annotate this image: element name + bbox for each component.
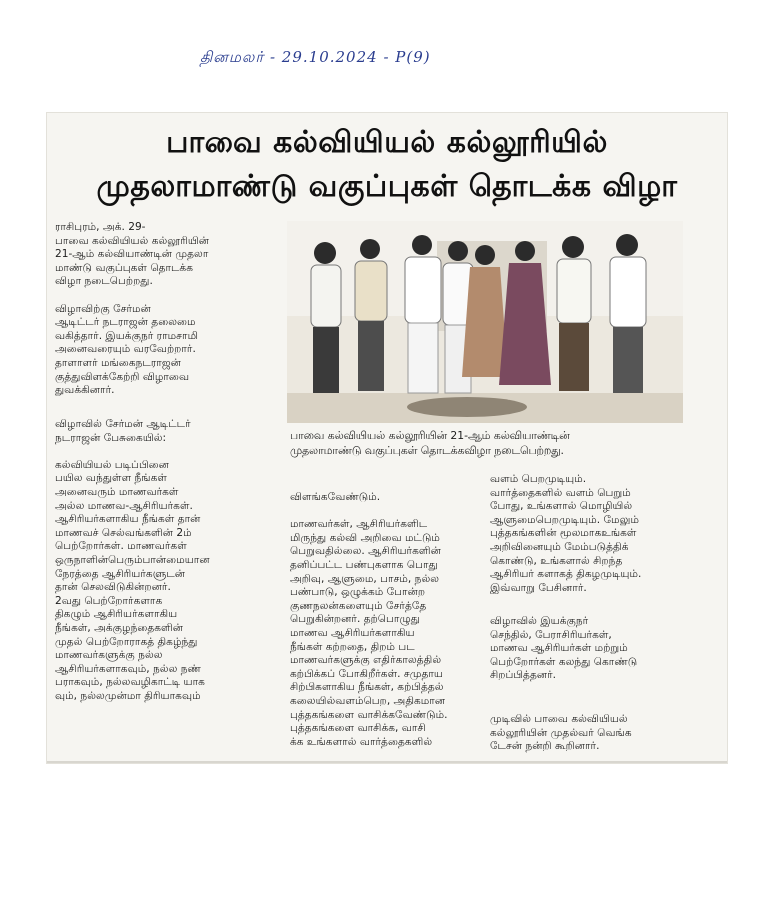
headline-line-1: பாவை கல்வியியல் கல்லூரியில் <box>166 125 608 160</box>
photo-caption: பாவை கல்வியியல் கல்லூரியின் 21-ஆம் கல்வியாண்டின் முதலாமாண்டு வகுப்புகள் தொடக்கவிழா நடைபெற்றது. <box>290 429 570 457</box>
newspaper-clipping <box>47 113 727 763</box>
article-column-3-part-2: விழாவில் இயக்குநர் செந்தில், பேராசிரியர்கள், மாணவ ஆசிரியர்கள் மற்றும் பெற்றோர்கள் கலந்து கொண்டு சிறப்பித்தனர். <box>490 615 638 682</box>
article-column-3-part-3: முடிவில் பாவை கல்வியியல் கல்லூரியின் முதல்வர் வெங்க டேசன் நன்றி கூறினார். <box>490 713 632 753</box>
group-photo-icon <box>287 221 683 423</box>
handwritten-date-note: தினமலர் - 29.10.2024 - P(9) <box>200 48 431 66</box>
group-photo <box>287 221 683 423</box>
headline-line-2: முதலாமாண்டு வகுப்புகள் தொடக்க விழா <box>96 169 678 204</box>
clipping-bottom-edge <box>47 761 727 763</box>
article-column-2: விளங்கவேண்டும். மாணவர்கள், ஆசிரியர்களிட மிருந்து கல்வி அறிவை மட்டும் பெறுவதில்லை. ஆசிரியர்களின் தனிப்பட்ட பண்புகளாக பொது அறிவு, ஆளுமை, பாசம், நல்ல பண்பாடு, ஒழுக்கம் போன்ற குணநலன்களையும் சேர்த்தே பெறுகின்றனர். தற்பொழுது மாணவ ஆசிரியர்களாகிய நீங்கள் கற்றதை, திறம் பட மாணவர்களுக்கு எதிர்காலத்தில் கற்பிக்கப் போகிறீர்கள். சமுதாய சிற்பிகளாகிய நீங்கள், கற்பித்தல் கலையில்வளம்பெற, அதிகமான புத்தகங்களை வாசிக்கவேண்டும். புத்தகங்களை வாசிக்க, வாசி க்க உங்களால் வார்த்தைகளில் <box>290 491 448 748</box>
article-column-1-part-1: ராசிபுரம், அக். 29- பாவை கல்வியியல் கல்லூரியின் 21-ஆம் கல்வியாண்டின் முதலா மாண்டு வகுப்புகள் தொடக்க விழா நடைபெற்றது. விழாவிற்கு சேர்மன் ஆடிட்டர் நடராஜன் தலைமை வகித்தார். இயக்குநர் ராமசாமி அனைவரையும் வரவேற்றார். தாளாளர் மங்கைநடராஜன் குத்துவிளக்கேற்றி விழாவை துவக்கினார். <box>55 221 209 397</box>
article-column-1-part-2: விழாவில் சேர்மன் ஆடிட்டர் நடராஜன் பேசுகையில்: கல்வியியல் படிப்பினை பயில வந்துள்ள நீங்கள் அனைவரும் மாணவர்கள் அல்ல மாணவ-ஆசிரியர்கள். ஆசிரியர்களாகிய நீங்கள் தான் மாணவச் செல்வங்களின் 2ம் பெற்றோர்கள். மாணவர்கள் ஒருநாளின்பெரும்பான்மையான நேரத்தை ஆசிரியர்களுடன் தான் செலவிடுகின்றனர். 2வது பெற்றோர்களாக திகழும் ஆசிரியர்களாகிய நீங்கள், அக்குழந்தைகளின் முதல் பெற்றோராகத் திகழ்ந்து மாணவர்களுக்கு நல்ல ஆசிரியர்களாகவும், நல்ல நண் பராகவும், நல்லவழிகாட்டி யாக வும், நல்லமுன்மா திரியாகவும் <box>55 418 210 702</box>
article-column-3-part-1: வளம் பெறமுடியும். வார்த்தைகளில் வளம் பெறும் போது, உங்களால் மொழியில் ஆளுமைபெறமுடியும். மேலும் புத்தகங்களின் மூலமாகஉங்கள் அறிவினையும் மேம்படுத்திக் கொண்டு, உங்களால் சிறந்த ஆசிரியர் களாகத் திகழமுடியும். இவ்வாறு பேசினார். <box>490 473 642 594</box>
